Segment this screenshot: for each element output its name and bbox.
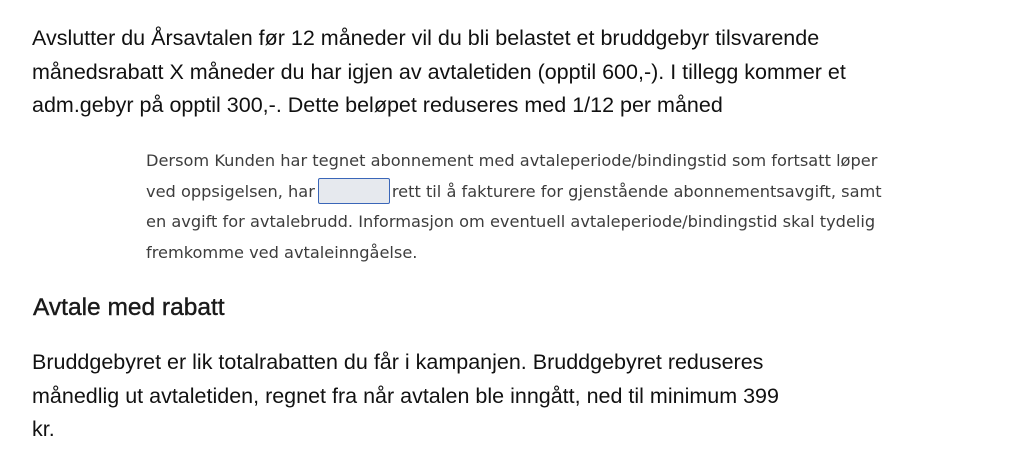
quote-line: en avgift for avtalebrudd. Informasjon om eventuell avtaleperiode/bindingstid skal tydelig	[146, 212, 876, 231]
discount-paragraph	[32, 346, 862, 447]
discount-line: månedlig ut avtaletiden, regnet fra når avtalen ble inngått, ned til minimum 399	[32, 383, 779, 408]
quote-line	[146, 177, 986, 208]
intro-line: Avslutter du Årsavtalen før 12 måneder vil du bli belastet et bruddgebyr tilsvarende	[32, 26, 820, 50]
section-heading: Avtale med rabatt	[33, 294, 225, 321]
discount-line: kr.	[32, 417, 55, 441]
terms-quote	[146, 146, 986, 268]
quote-line: Dersom Kunden har tegnet abonnement med avtaleperiode/bindingstid som fortsatt løper	[146, 151, 878, 170]
redacted-company-name	[318, 178, 390, 204]
intro-paragraph	[32, 22, 992, 123]
quote-text-before-redaction: ved oppsigelsen, har	[146, 181, 315, 201]
discount-line: Bruddgebyret er lik totalrabatten du får i kampanjen. Bruddgebyret reduseres	[32, 350, 764, 374]
intro-line: adm.gebyr på opptil 300,-. Dette beløpet reduseres med 1/12 per måned	[32, 93, 723, 117]
quote-text-after-redaction: rett til å fakturere for gjenstående abonnementsavgift, samt	[391, 181, 882, 201]
intro-line: månedsrabatt X måneder du har igjen av avtaletiden (opptil 600,-). I tillegg kommer et	[32, 59, 846, 84]
quote-line: fremkomme ved avtaleinngåelse.	[146, 242, 418, 262]
